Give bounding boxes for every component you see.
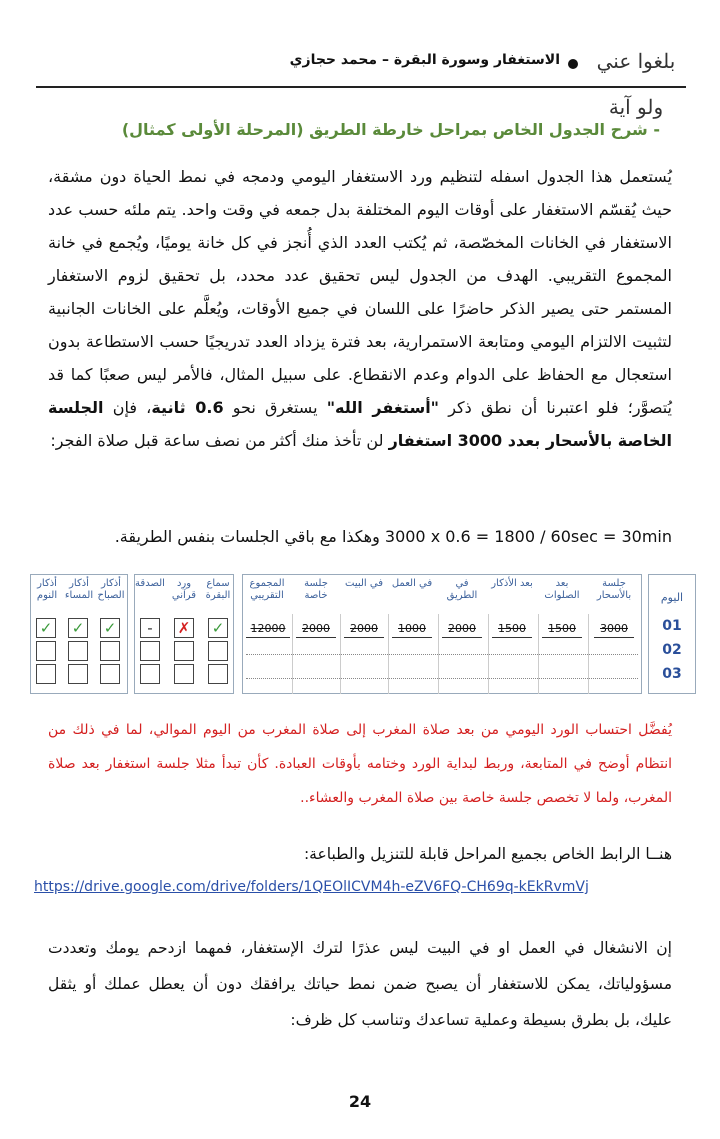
column-divider	[538, 614, 539, 694]
count-header-total: المجموع التقريبي	[249, 578, 285, 601]
adhkar-check-sabah[interactable]: ✓	[100, 618, 120, 638]
count-bayt: 2000	[344, 620, 384, 638]
adhkar-cell-empty[interactable]	[100, 641, 120, 661]
calculation-line	[48, 527, 672, 546]
para1-bold-c: الجلسة الخاصة بالأسحار بعدد 3000 استغفار	[48, 398, 672, 450]
worship-cell-empty[interactable]	[174, 641, 194, 661]
para1-bold-a: "أستغفر الله"	[326, 398, 440, 417]
paragraph-closing: إن الانشغال في العمل او في البيت ليس عذرًا لترك الإستغفار، فمهما ازدحم يومك وتعددت مسؤولياتك، يمكن للاستغفار أن يصبح ضمن نمط حياتك يرافقك دون أن يعطل عملك أو يثقل عليك، بل بطرق بسيطة وعملية تساعدك وتناسب كل ظرف:	[48, 939, 672, 1029]
column-divider	[340, 614, 341, 694]
worship-cell-empty[interactable]	[140, 641, 160, 661]
adhkar-cell-empty[interactable]	[68, 641, 88, 661]
count-amal: 1000	[392, 620, 432, 638]
adhkar-header-sabah: أذكار الصباح	[97, 578, 125, 601]
sadaqa-cell[interactable]: -	[140, 618, 160, 638]
day-header: اليوم	[660, 591, 684, 604]
day-number: 02	[662, 642, 682, 658]
adhkar-cell-empty[interactable]	[36, 664, 56, 684]
column-divider	[388, 614, 389, 694]
para1-text-d: لن تأخذ منك أكثر من نصف ساعة قبل صلاة الفجر:	[50, 431, 389, 450]
red-note: يُفضَّل احتساب الورد اليومي من بعد صلاة المغرب إلى صلاة المغرب من اليوم الموالي، لما في ذلك من انتظام أوضح في المتابعة، وربط لبداية الورد وختامه بأوقات العبادة. كأن تبدأ مثلا جلسة استغفار بعد صلاة المغرب، ولما لا تخصص جلسة خاصة بين صلاة المغرب والعشاء..	[48, 722, 672, 806]
tracking-table	[30, 574, 698, 694]
para1-text-b: يستغرق نحو	[223, 398, 327, 417]
worship-cell-empty[interactable]	[208, 664, 228, 684]
section-title: - شرح الجدول الخاص بمراحل خارطة الطريق (المرحلة الأولى كمثال)	[121, 120, 660, 139]
adhkar-cell-empty[interactable]	[68, 664, 88, 684]
count-khassa: 2000	[296, 620, 336, 638]
header-title: الاستغفار وسورة البقرة – محمد حجازي	[289, 52, 560, 68]
quran-cell[interactable]: ✗	[174, 618, 194, 638]
blank-row	[246, 678, 638, 679]
check-header-sadaqa: الصدقة	[135, 578, 165, 589]
para1-text-c: ، فإن	[103, 398, 152, 417]
count-header-bayt: في البيت	[345, 578, 383, 589]
column-divider	[588, 614, 589, 694]
day-number: 03	[662, 666, 682, 682]
adhkar-header-nawm: أذكار النوم	[36, 578, 58, 601]
paragraph-explanation	[48, 160, 672, 457]
paragraph-link-intro: هنــا الرابط الخاص بجميع المراحل قابلة للتنزيل والطباعة:	[303, 845, 672, 863]
check-header-quran: ورد قرآني	[171, 578, 197, 601]
header-divider	[36, 86, 686, 88]
bullet-icon	[568, 59, 578, 69]
adhkar-cell-empty[interactable]	[100, 664, 120, 684]
day-number: 01	[662, 618, 682, 634]
baqara-cell[interactable]: ✓	[208, 618, 228, 638]
column-divider	[488, 614, 489, 694]
worship-cell-empty[interactable]	[174, 664, 194, 684]
column-divider	[438, 614, 439, 694]
worship-cell-empty[interactable]	[208, 641, 228, 661]
adhkar-header-masa: أذكار المساء	[64, 578, 94, 601]
drive-link[interactable]: https://drive.google.com/drive/folders/1QEOlICVM4h-eZV6FQ-CH69q-kEkRvmVj	[34, 879, 589, 895]
adhkar-cell-empty[interactable]	[36, 641, 56, 661]
column-divider	[292, 614, 293, 694]
logo: بلغوا عني ولو آية	[596, 49, 676, 119]
count-header-tariq: في الطريق	[446, 578, 478, 601]
count-salawat: 1500	[542, 620, 582, 638]
count-header-salawat: بعد الصلوات	[544, 578, 580, 601]
calc-text: وهكذا مع باقي الجلسات بنفس الطريقة.	[114, 527, 385, 546]
count-ashar: 3000	[594, 620, 634, 638]
para1-bold-b: 0.6 ثانية	[151, 398, 224, 417]
count-total: 12000	[246, 620, 290, 638]
page-header	[36, 38, 686, 119]
adhkar-check-nawm[interactable]: ✓	[36, 618, 56, 638]
count-header-amal: في العمل	[391, 578, 433, 589]
count-tariq: 2000	[442, 620, 482, 638]
count-header-ashar: جلسة بالأسحار	[596, 578, 632, 601]
adhkar-check-masa[interactable]: ✓	[68, 618, 88, 638]
check-header-baqara: سماع البقرة	[205, 578, 231, 601]
count-adhkar: 1500	[492, 620, 532, 638]
count-header-khassa: جلسة خاصة	[304, 578, 328, 601]
count-header-adhkar: بعد الأذكار	[491, 578, 533, 589]
calc-formula: 3000 x 0.6 = 1800 / 60sec = 30min	[384, 527, 672, 546]
para1-text-a: يُستعمل هذا الجدول اسفله لتنظيم ورد الاستغفار اليومي ودمجه في نمط الحياة دون مشقة، حيث يُقسّم الاستغفار على أوقات اليوم المختلفة بدل جمعه في وقت واحد. يتم ملئه حسب عدد الاستغفار في الخانات المخصّصة، ثم يُكتب العدد الذي أُنجز في كل خانة يوميًا، ويُجمع في خانة المجموع التقريبي. الهدف من الجدول ليس تحقيق عدد محدد، بل تحقيق لزوم الاستغفار المستمر حتى يصير الذكر حاضرًا على اللسان في جميع الأوقات، ويُعلَّم على الخانات الجانبية لتثبيت الالتزام اليومي ومتابعة الاستمرارية، بعد فترة يزداد العدد تدريجيًا حسب الاستطاعة بدون استعجال مع الحفاظ على الدوام وعدم الانقطاع. على سبيل المثال، فالأمر ليس صعبًا كما قد يُتصوَّر؛ فلو اعتبرنا أن نطق ذكر	[48, 167, 673, 417]
blank-row	[246, 654, 638, 655]
worship-cell-empty[interactable]	[140, 664, 160, 684]
page-number: 24	[348, 1092, 372, 1111]
